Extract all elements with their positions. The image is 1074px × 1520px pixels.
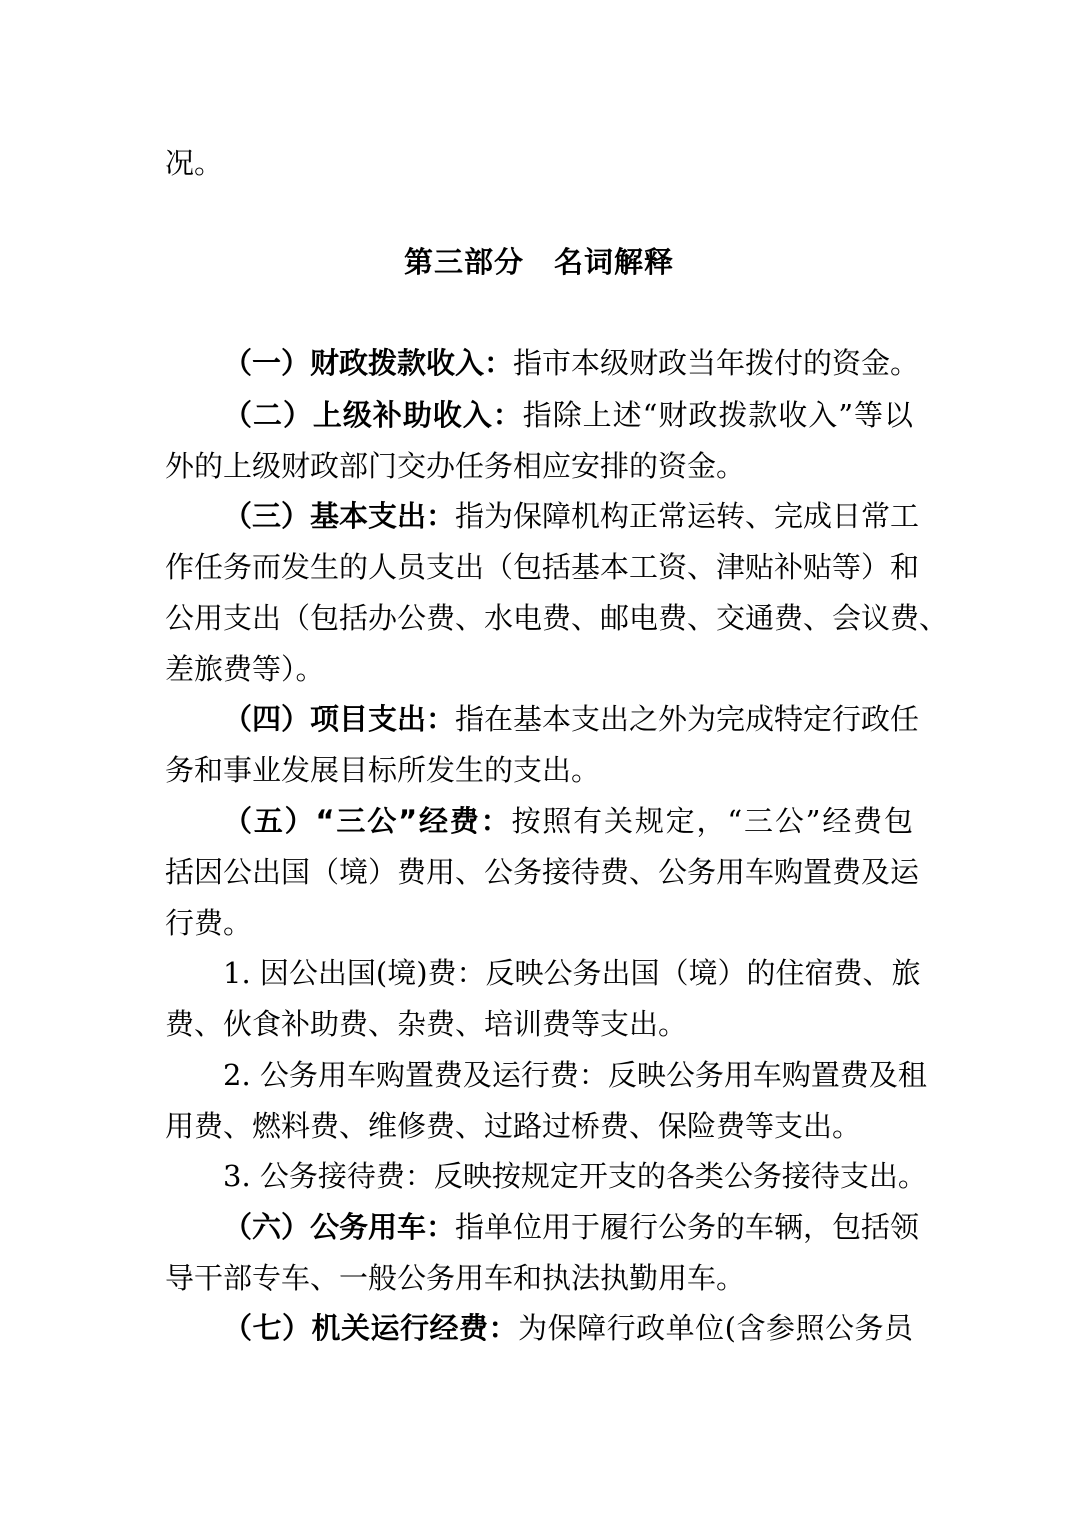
sub-item-text-line: 费、伙食补助费、杂费、培训费等支出。	[165, 1007, 688, 1041]
definition-text: 为保障行政单位(含参照公务员	[518, 1311, 913, 1345]
sub-item-3: 3. 公务接待费：反映按规定开支的各类公务接待支出。	[223, 1159, 927, 1193]
definition-text: 指在基本支出之外为完成特定行政任	[455, 702, 920, 736]
section-heading	[165, 242, 913, 282]
definition-text: 指除上述“财政拨款收入”等以	[522, 398, 913, 432]
definition-text: 指为保障机构正常运转、完成日常工	[455, 499, 920, 533]
definition-text-line: 务和事业发展目标所发生的支出。	[165, 753, 601, 787]
definition-text: 按照有关规定，“三公”经费包	[511, 804, 913, 838]
definition-text-line: 差旅费等）。	[165, 652, 325, 686]
definition-item-1	[165, 343, 920, 383]
section-title: 名词解释	[554, 245, 675, 279]
definition-item-3	[165, 496, 920, 536]
definition-item-7	[165, 1308, 913, 1348]
definition-text: 指单位用于履行公务的车辆，包括领	[455, 1210, 920, 1244]
definition-item-6	[165, 1207, 920, 1247]
definition-item-2	[165, 395, 913, 435]
sub-item-text-line: 用费、燃料费、维修费、过路过桥费、保险费等支出。	[165, 1109, 862, 1143]
definition-text-line: 外的上级财政部门交办任务相应安排的资金。	[165, 449, 746, 483]
continuation-text: 况。	[165, 146, 224, 180]
definition-text-line: 导干部专车、一般公务用车和执法执勤用车。	[165, 1261, 746, 1295]
definition-text-line: 公用支出（包括办公费、水电费、邮电费、交通费、会议费、	[165, 601, 949, 635]
term-label: （三）基本支出：	[223, 499, 456, 533]
term-label: （二）上级补助收入：	[223, 398, 523, 432]
sub-item-2: 2. 公务用车购置费及运行费：反映公务用车购置费及租	[223, 1058, 927, 1092]
definition-text-line: 行费。	[165, 906, 253, 940]
term-label: （五）“三公”经费：	[223, 804, 512, 838]
definition-item-5	[165, 801, 913, 841]
term-label: （一）财政拨款收入：	[223, 346, 514, 380]
sub-item-1: 1. 因公出国(境)费：反映公务出国（境）的住宿费、旅	[223, 956, 921, 990]
definition-text-line: 作任务而发生的人员支出（包括基本工资、津贴补贴等）和	[165, 550, 920, 584]
section-part-label: 第三部分	[403, 245, 524, 279]
term-label: （四）项目支出：	[223, 702, 456, 736]
term-label: （七）机关运行经费：	[223, 1311, 519, 1345]
definition-text-line: 括因公出国（境）费用、公务接待费、公务用车购置费及运	[165, 855, 920, 889]
definition-item-4	[165, 699, 920, 739]
definition-text: 指市本级财政当年拨付的资金。	[513, 346, 920, 380]
term-label: （六）公务用车：	[223, 1210, 456, 1244]
